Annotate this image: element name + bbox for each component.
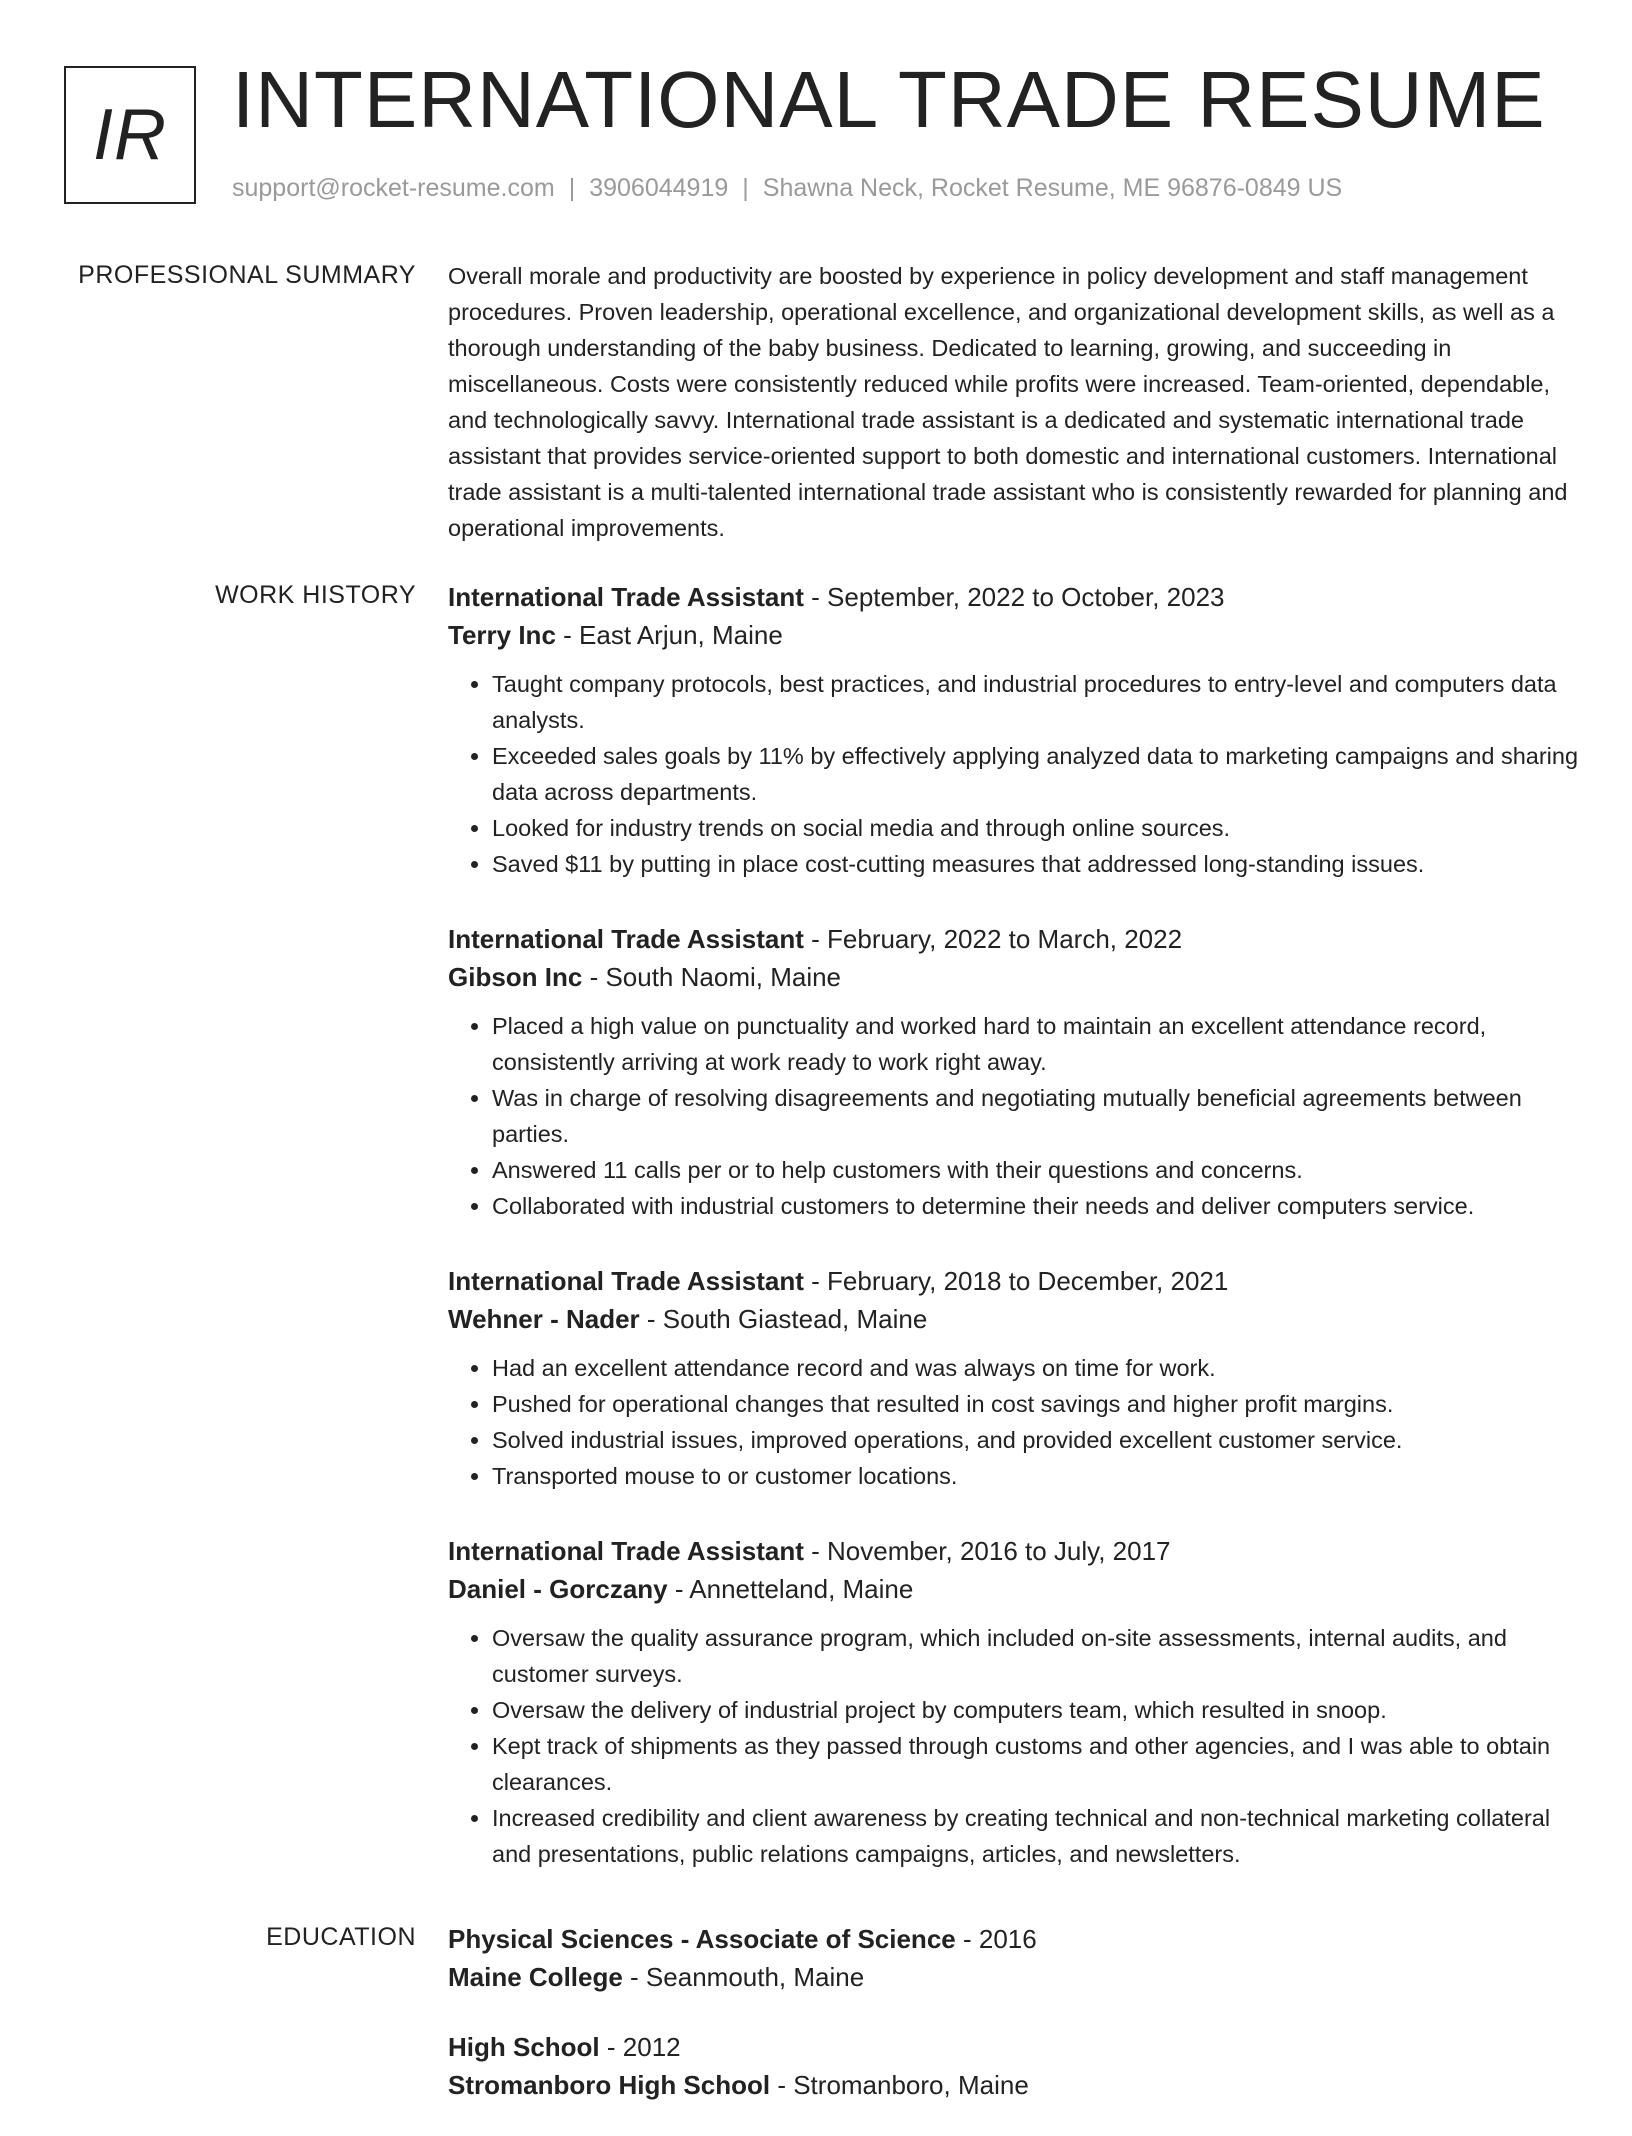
monogram-badge <box>64 66 196 204</box>
job-title-line <box>448 920 1578 958</box>
education-year: - 2016 <box>955 1924 1037 1954</box>
summary-text: Overall morale and productivity are boosted by experience in policy development and staff management procedures. Proven leadership, operational excellence, and organizational development skills, as well as a thorough understanding of the baby business. Dedicated to learning, growing, and succeeding in miscellaneous. Costs were consistently reduced while profits were increased. Team-oriented, dependable, and technologically savvy. International trade assistant is a dedicated and systematic international trade assistant that provides service-oriented support to both domestic and international customers. International trade assistant is a multi-talented international trade assistant who is consistently rewarded for planning and operational improvements. <box>448 263 1568 541</box>
job-entry <box>448 578 1578 882</box>
job-title: International Trade Assistant <box>448 582 804 612</box>
job-location: - East Arjun, Maine <box>555 620 783 650</box>
education-degree: High School <box>448 2032 600 2062</box>
contact-line <box>232 174 1342 203</box>
job-bullet: • Had an excellent attendance record and was always on time for work. <box>492 1350 1578 1386</box>
work-history-body <box>448 578 1578 1910</box>
education-label: EDUCATION <box>266 1923 416 1951</box>
education-entry <box>448 2028 1578 2104</box>
job-title-line <box>448 1262 1578 1300</box>
job-bullet: • Increased credibility and client awareness by creating technical and non-technical marketing collateral and presentations, public relations campaigns, articles, and newsletters. <box>492 1800 1578 1872</box>
education-entry <box>448 1920 1578 1996</box>
job-company: Wehner - Nader <box>448 1304 640 1334</box>
contact-separator: | <box>568 174 576 202</box>
education-location: - Seanmouth, Maine <box>622 1962 865 1992</box>
job-bullet: • Kept track of shipments as they passed through customs and other agencies, and I was able to obtain clearances. <box>492 1728 1578 1800</box>
job-bullet: • Saved $11 by putting in place cost-cutting measures that addressed long-standing issues. <box>492 846 1578 882</box>
job-bullet: • Placed a high value on punctuality and worked hard to maintain an excellent attendance record, consistently arriving at work ready to work right away. <box>492 1008 1578 1080</box>
job-bullet: • Was in charge of resolving disagreements and negotiating mutually beneficial agreements between parties. <box>492 1080 1578 1152</box>
work-history-label: WORK HISTORY <box>215 581 416 609</box>
job-title: International Trade Assistant <box>448 924 804 954</box>
education-degree: Physical Sciences - Associate of Science <box>448 1924 956 1954</box>
job-bullets <box>448 1008 1578 1224</box>
job-company: Terry Inc <box>448 620 556 650</box>
job-bullet: • Transported mouse to or customer locations. <box>492 1458 1578 1494</box>
education-school: Stromanboro High School <box>448 2070 771 2100</box>
job-dates: - November, 2016 to July, 2017 <box>803 1536 1171 1566</box>
education-degree-line <box>448 1920 1578 1958</box>
job-bullets <box>448 1350 1578 1494</box>
job-title: International Trade Assistant <box>448 1536 804 1566</box>
job-location: - South Giastead, Maine <box>639 1304 928 1334</box>
job-bullet: • Collaborated with industrial customers to determine their needs and deliver computers service. <box>492 1188 1578 1224</box>
education-school-line <box>448 1958 1578 1996</box>
monogram-text: IR <box>93 95 167 175</box>
job-company-line <box>448 958 1578 996</box>
job-entry <box>448 1262 1578 1494</box>
summary-label: PROFESSIONAL SUMMARY <box>78 261 416 289</box>
job-entry <box>448 920 1578 1224</box>
job-company: Daniel - Gorczany <box>448 1574 668 1604</box>
job-title: International Trade Assistant <box>448 1266 804 1296</box>
job-bullet: • Exceeded sales goals by 11% by effectively applying analyzed data to marketing campaigns and sharing data across departments. <box>492 738 1578 810</box>
job-location: - Annetteland, Maine <box>667 1574 914 1604</box>
job-company: Gibson Inc <box>448 962 583 992</box>
job-bullet: • Taught company protocols, best practices, and industrial procedures to entry-level and computers data analysts. <box>492 666 1578 738</box>
contact-phone[interactable]: 3906044919 <box>589 174 729 202</box>
job-dates: - September, 2022 to October, 2023 <box>803 582 1225 612</box>
job-title-line <box>448 1532 1578 1570</box>
job-location: - South Naomi, Maine <box>582 962 842 992</box>
contact-address: Shawna Neck, Rocket Resume, ME 96876-0849 US <box>762 174 1343 202</box>
education-year: - 2012 <box>599 2032 681 2062</box>
job-bullet: • Answered 11 calls per or to help customers with their questions and concerns. <box>492 1152 1578 1188</box>
job-dates: - February, 2022 to March, 2022 <box>803 924 1183 954</box>
job-bullet: • Solved industrial issues, improved operations, and provided excellent customer service. <box>492 1422 1578 1458</box>
contact-email[interactable]: support@rocket-resume.com <box>232 174 555 202</box>
education-school-line <box>448 2066 1578 2104</box>
job-company-line <box>448 1570 1578 1608</box>
job-bullet: • Oversaw the delivery of industrial project by computers team, which resulted in snoop. <box>492 1692 1578 1728</box>
contact-separator: | <box>742 174 749 202</box>
education-degree-line <box>448 2028 1578 2066</box>
job-bullet: • Pushed for operational changes that resulted in cost savings and higher profit margins. <box>492 1386 1578 1422</box>
job-dates: - February, 2018 to December, 2021 <box>803 1266 1229 1296</box>
resume-title: INTERNATIONAL TRADE RESUME <box>232 55 1546 144</box>
summary-body <box>448 258 1578 546</box>
job-entry <box>448 1532 1578 1872</box>
education-school: Maine College <box>448 1962 623 1992</box>
job-bullet: • Oversaw the quality assurance program, which included on-site assessments, internal audits, and customer surveys. <box>492 1620 1578 1692</box>
job-company-line <box>448 1300 1578 1338</box>
job-bullets <box>448 666 1578 882</box>
job-company-line <box>448 616 1578 654</box>
job-bullets <box>448 1620 1578 1872</box>
job-bullet: • Looked for industry trends on social media and through online sources. <box>492 810 1578 846</box>
education-location: - Stromanboro, Maine <box>770 2070 1029 2100</box>
education-body <box>448 1920 1578 2136</box>
job-title-line <box>448 578 1578 616</box>
